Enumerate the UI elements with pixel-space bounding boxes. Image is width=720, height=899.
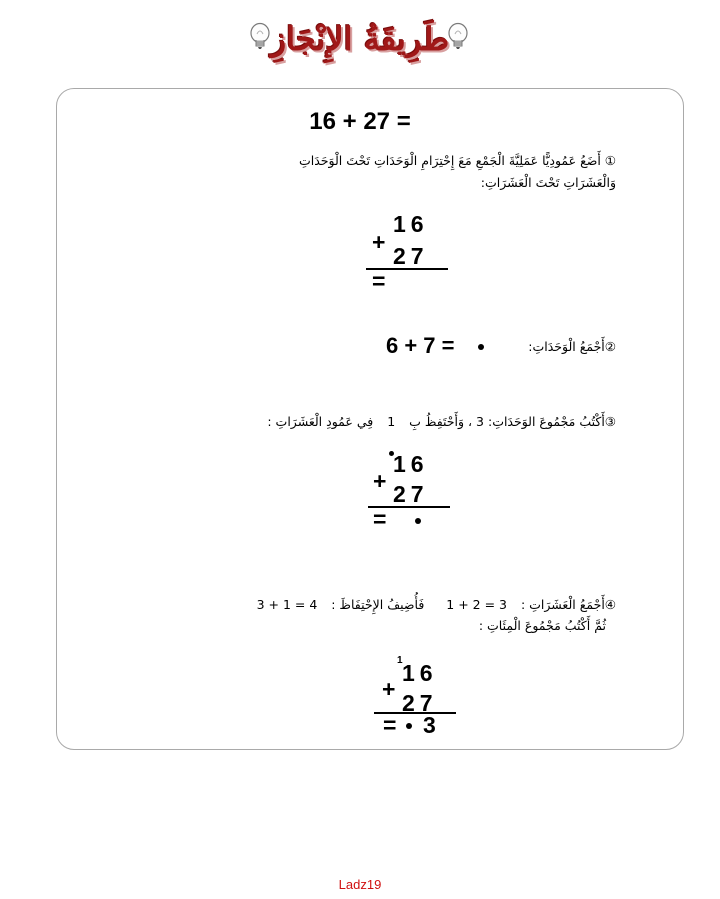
step3-sentence	[267, 414, 616, 429]
step2-equation: 6 + 7 =	[386, 333, 455, 358]
step4-middle: فَأُضِيفُ الإِحْتِفَاظَ :	[331, 597, 425, 612]
bottom-number: 27	[393, 243, 429, 269]
step4-sum1: 1 + 2 = 3	[446, 597, 507, 612]
step4-label: ④أَجْمَعُ الْعَشَرَاتِ :	[520, 597, 616, 612]
plus-sign: +	[372, 229, 386, 255]
page-title: طَرِيقَةُ الإِنْجَازِ	[270, 20, 450, 58]
answer-dot	[415, 518, 421, 524]
step1-line2: وَالْعَشَرَاتِ تَحْتَ الْعَشَرَاتِ:	[480, 175, 616, 190]
step3-label: ③أَكْتُبُ مَجْمُوعَ الوَحَدَاتِ:	[487, 414, 616, 429]
step3-suffix: فِي عَمُودِ الْعَشَرَاتِ :	[267, 414, 374, 429]
plus-sign: +	[373, 468, 387, 494]
step4-line2: ثُمَّ أَكْتُبُ مَجْمُوعَ الْمِئَاتِ :	[478, 618, 606, 633]
equals-sign: =	[373, 506, 387, 532]
step4-line1	[257, 597, 616, 612]
equals-sign: =	[372, 268, 386, 294]
bottom-number: 27	[402, 690, 438, 716]
footer-credit: Ladz19	[338, 877, 382, 892]
step2-label: ②أَجْمَعُ الْوَحَدَاتِ:	[528, 339, 616, 354]
plus-sign: +	[382, 676, 396, 702]
main-equation: 16 + 27 =	[309, 108, 411, 135]
units-result: 3	[423, 712, 436, 738]
step3-kept: 1	[387, 414, 396, 429]
top-number: 16	[402, 660, 438, 686]
step1-line1: ① أَضَعُ عَمُودِيًّا عَمَلِيَّةَ الْجَمْعِ مَعَ إِحْتِرَامِ الْوَحَدَاتِ تَحْتَ الْوَحَدَاتِ	[298, 153, 616, 168]
step3-written: 3	[476, 414, 484, 429]
bottom-number: 27	[393, 481, 429, 507]
equals-sign: =	[383, 712, 397, 738]
answer-dot	[478, 344, 484, 350]
top-number: 16	[393, 211, 429, 237]
top-number: 16	[393, 451, 429, 477]
step3-connector: ، وَأَحْتَفِظُ بِ	[409, 414, 473, 429]
carry-digit: 1	[397, 655, 403, 666]
step4-sum2: 3 + 1 = 4	[256, 597, 318, 612]
lightbulb-icon	[446, 22, 470, 52]
answer-dot	[406, 723, 412, 729]
